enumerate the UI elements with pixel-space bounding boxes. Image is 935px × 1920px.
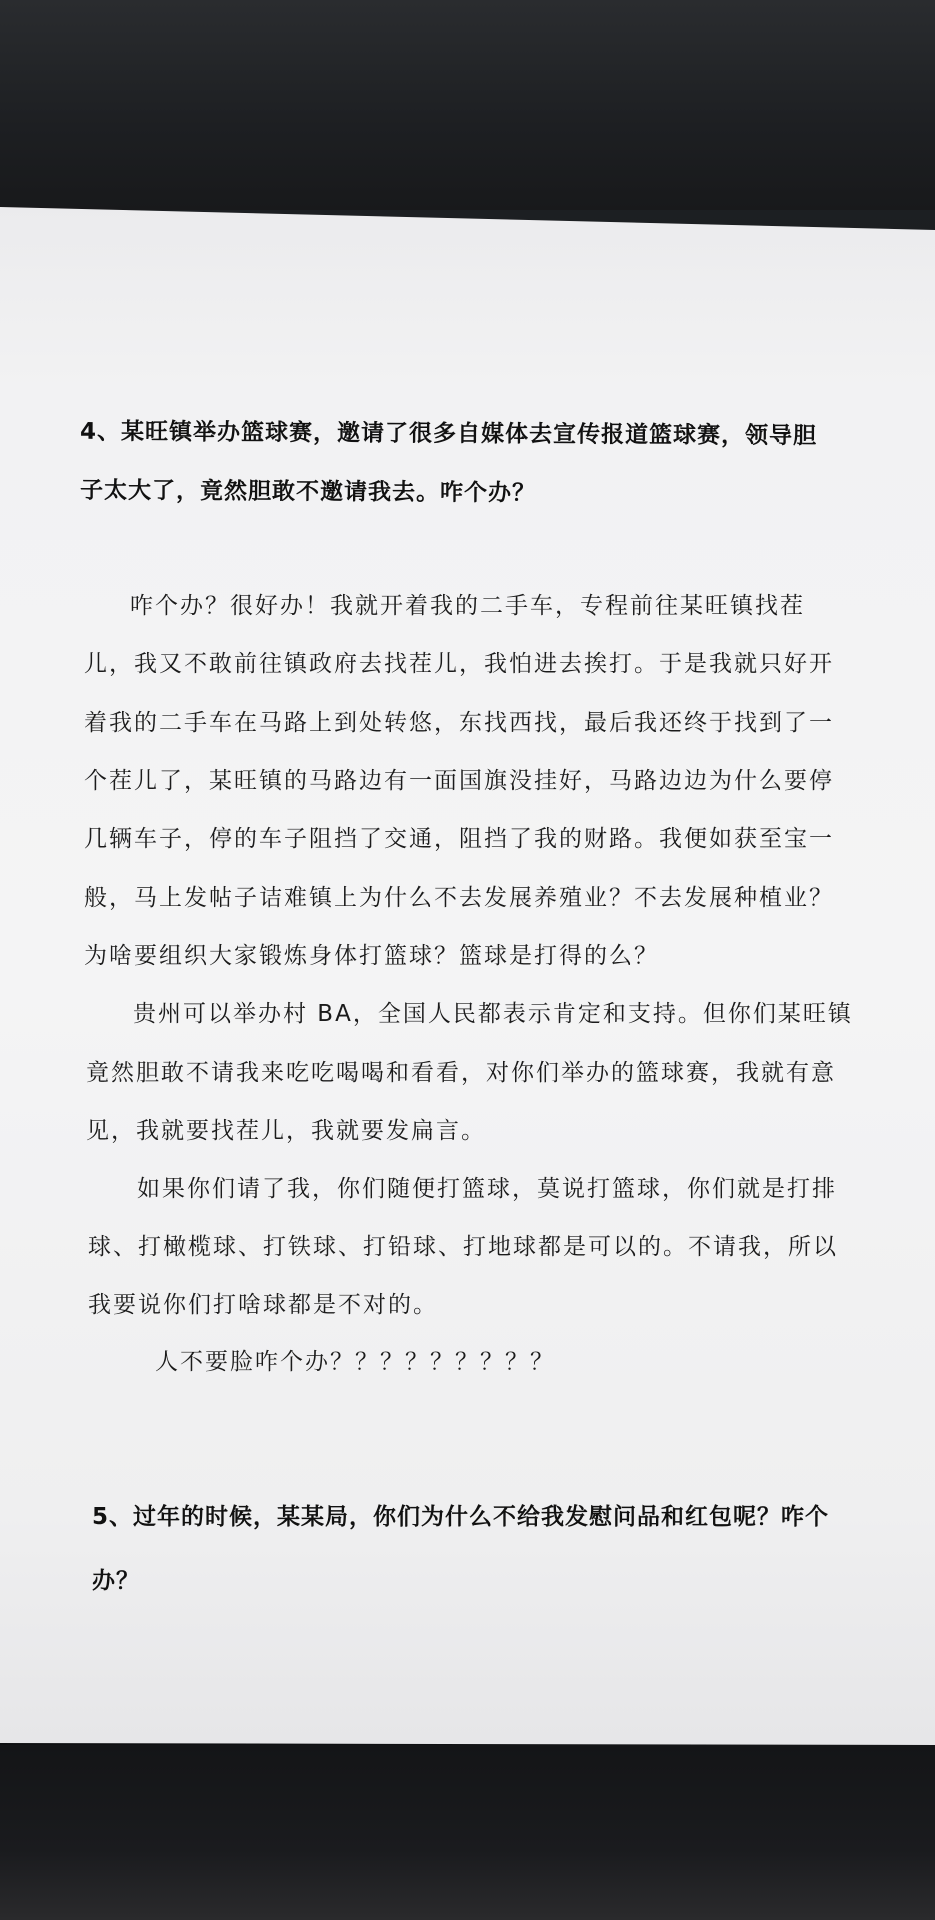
paragraph-1-line-3: 着我的二手车在马路上到处转悠，东找西找，最后我还终于找到了一 — [84, 710, 834, 736]
paragraph-1-line-2: 儿，我又不敢前往镇政府去找茬儿，我怕进去挨打。于是我就只好开 — [84, 651, 834, 677]
paragraph-3-line-1: 如果你们请了我，你们随便打篮球，莫说打篮球，你们就是打排 — [137, 1176, 837, 1202]
paragraph-1-line-6: 般，马上发帖子诘难镇上为什么不去发展养殖业？不去发展种植业？ — [84, 885, 834, 911]
paragraph-1-line-5: 几辆车子，停的车子阻挡了交通，阻挡了我的财路。我便如获至宝一 — [84, 826, 834, 852]
paragraph-1-line-4: 个茬儿了，某旺镇的马路边有一面国旗没挂好，马路边边为什么要停 — [84, 768, 834, 794]
paragraph-2-line-3: 见，我就要找茬儿，我就要发扁言。 — [86, 1118, 486, 1144]
paragraph-1-line-7: 为啥要组织大家锻炼身体打篮球？篮球是打得的么？ — [84, 943, 659, 969]
question-5-line-2: 办？ — [92, 1568, 140, 1594]
question-5-line-1: 5、过年的时候，某某局，你们为什么不给我发慰问品和红包呢？咋个 — [92, 1504, 830, 1530]
paragraph-1-line-1: 咋个办？很好办！我就开着我的二手车，专程前往某旺镇找茬 — [130, 593, 805, 619]
paragraph-2-line-1: 贵州可以举办村 BA，全国人民都表示肯定和支持。但你们某旺镇 — [133, 1001, 853, 1027]
paragraph-3-line-2: 球、打橄榄球、打铁球、打铅球、打地球都是可以的。不请我，所以 — [88, 1234, 838, 1260]
question-4-line-2: 子太大了，竟然胆敢不邀请我去。咋个办？ — [79, 477, 537, 507]
dark-desk-top — [0, 0, 935, 210]
question-4-line-1: 4、某旺镇举办篮球赛，邀请了很多自媒体去宣传报道篮球赛，领导胆 — [79, 418, 818, 450]
paragraph-4: 人不要脸咋个办？？？？？？？？？ — [155, 1349, 555, 1375]
paragraph-3-line-3: 我要说你们打啥球都是不对的。 — [88, 1292, 438, 1318]
dark-desk-bottom — [0, 1745, 935, 1920]
paragraph-2-line-2: 竟然胆敢不请我来吃吃喝喝和看看，对你们举办的篮球赛，我就有意 — [86, 1060, 836, 1086]
